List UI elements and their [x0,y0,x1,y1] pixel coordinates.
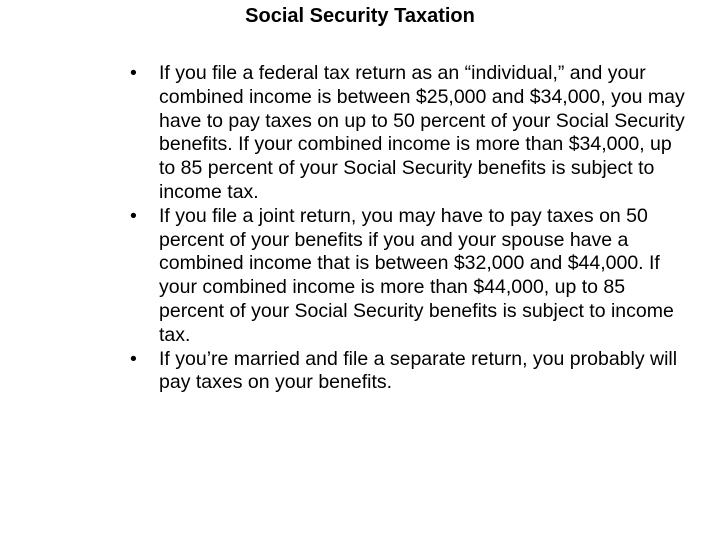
bullet-item [130,348,692,396]
slide-title: Social Security Taxation [245,5,475,27]
bullet-icon: • [130,347,137,370]
bullet-item [130,62,692,205]
bullet-icon: • [130,204,137,227]
bullet-text: If you file a joint return, you may have to pay taxes on 50 percent of your benefits if you and your spouse have a combined income that is between $32,000 and $44,000. If your combined income is more than $44,000, up to 85 percent of your Social Security benefits is subject to income tax. [159,204,674,346]
bullet-list [130,62,692,395]
bullet-text: If you file a federal tax return as an “individual,” and your combined income is between $25,000 and $34,000, you may have to pay taxes on up to 50 percent of your Social Security benefits. If your combined income is more than $34,000, up to 85 percent of your Social Security benefits is subject to income tax. [159,62,685,203]
bullet-text: If you’re married and file a separate return, you probably will pay taxes on your benefits. [159,347,678,394]
bullet-item [130,205,692,348]
bullet-icon: • [130,62,137,84]
